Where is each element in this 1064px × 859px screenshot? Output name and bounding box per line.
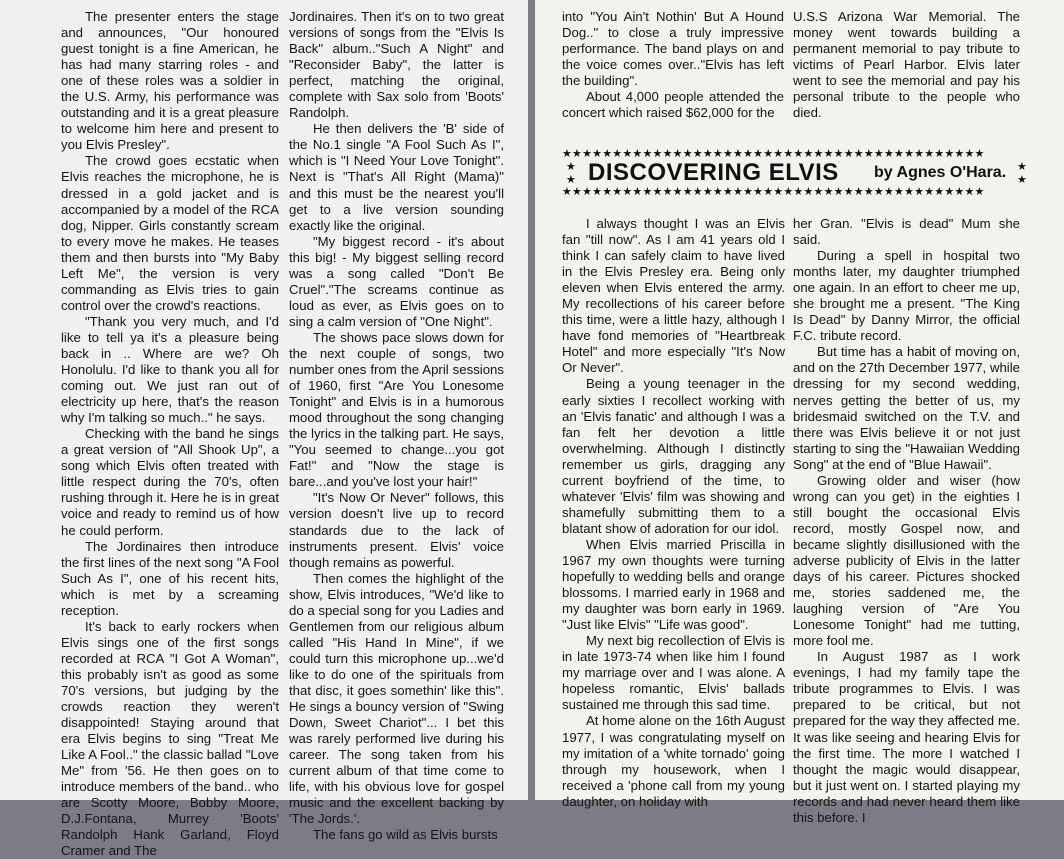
star-side-icon: ★ — [1017, 160, 1027, 173]
left-column-2 — [289, 9, 504, 843]
paragraph: During a spell in hospital two months later, my daughter triumphed one again. In an effort to cheer me up, she brought me a present. "The King Is Dead" by Danny Mirror, the official F.C. tribute record. — [793, 248, 1020, 344]
paragraph: About 4,000 people attended the concert which raised $62,000 for the — [562, 89, 784, 121]
paragraph: U.S.S Arizona War Memorial. The money went towards building a permanent memorial to pay tribute to victims of Pearl Harbor. Elvis later went to see the memorial and pay his personal tribute to the people who died. — [793, 9, 1020, 121]
paragraph: He then delivers the 'B' side of the No.1 single "A Fool Such As I", which is "I Need Your Love Tonight". Next is "That's All Right (Mama)" and this must be the nearest you'll get to a live version sounding exactly like the original. — [289, 121, 504, 233]
paragraph: "Thank you very much, and I'd like to tell ya it's a pleasure being back in .. Where are we? Oh Honolulu. I'd like to thank you all for coming out. We just ran out of electricity up here, that's the reason why I'm talking so much.." he says. — [61, 313, 279, 426]
paragraph: Checking with the band he sings a great version of "All Shook Up", a song which Elvis often treated with little respect during the 70's, often rushing through it. Here he is in great voice and ready to remind us of how he could perform. — [61, 426, 279, 538]
paragraph: Jordinaires. Then it's on to two great versions of songs from the "Elvis Is Back" album.."Such A Night" and "Reconsider Baby", the latter is perfect, matching the original, complete with Sax solo from 'Boots' Randolph. — [289, 9, 504, 121]
article-byline: by Agnes O'Hara. — [874, 164, 1007, 181]
left-column-1 — [61, 9, 279, 859]
right-top-column-1 — [562, 9, 784, 121]
paragraph: her Gran. "Elvis is dead" Mum she said. — [793, 216, 1020, 248]
paragraph: In August 1987 as I work evenings, I had my family tape the tribute programmes to Elvis. I was prepared to be critical, but not prepared for the way they affected me. It was like seeing and hearing Elvis for the first time. The more I watched I thought the magic would disappear, but it just went on. I started playing my records and had never heard them like this before. I — [793, 649, 1020, 825]
paragraph: The presenter enters the stage and announces, "Our honoured guest tonight is a fine American, he has had many starring roles - and one of these roles was a soldier in the U.S. Army, his performance was outstanding and it is a great pleasure to welcome him here and present to you Elvis Presley". — [61, 9, 279, 153]
star-side-icon: ★ — [566, 160, 576, 173]
paragraph: At home alone on the 16th August 1977, I was congratulating myself on my imitation of a 'white tornado' going through my housework, when I received a 'phone call from my young daughter, on holiday with — [562, 713, 785, 809]
paragraph: "It's Now Or Never" follows, this version doesn't live up to record standards due to the lack of instruments present. Elvis' voice though remains as powerful. — [289, 490, 504, 570]
right-column-1 — [562, 216, 785, 810]
article-title: DISCOVERING ELVIS — [588, 159, 839, 186]
paragraph: The crowd goes ecstatic when Elvis reaches the microphone, he is dressed in a gold jacket and is accompanied by a model of the RCA dog, Nipper. Girls constantly scream to every move he makes. He teases them and then bursts into "My Baby Left Me", the version is very commanding as Elvis tries to gain control over the crowd's reactions. — [61, 153, 279, 313]
star-border-bottom: ★★★★★★★★★★★★★★★★★★★★★★★★★★★★★★★★★★★★★★★★★★ — [562, 186, 985, 198]
paragraph: When Elvis married Priscilla in 1967 my own thoughts were turning hopefully to wedding bells and orange blossoms. I married early in 1968 and my daughter was born early in 1969. "Just like Elvis" "Life was good". — [562, 536, 785, 633]
article-banner — [562, 148, 1032, 198]
star-border-top: ★★★★★★★★★★★★★★★★★★★★★★★★★★★★★★★★★★★★★★★★★★ — [562, 148, 985, 160]
right-column-2 — [793, 216, 1020, 826]
paragraph: The shows pace slows down for the next couple of songs, two number ones from the April sessions of 1960, first "Are You Lonesome Tonight" and Elvis is in a humorous mood throughout the song changing the lyrics in the talking part. He says, "You seemed to change...you got Fat!" and "Now the stage is bare...and you've lost your hair!" — [289, 329, 504, 490]
paragraph: Growing older and wiser (how wrong can you get) in the eighties I still bought the occasional Elvis record, mostly Gospel now, and became slightly disillusioned with the adverse publicity of Elvis in the latter days of his career. Pictures shocked me, stories saddened me, the laughing version of "Are You Lonesome Tonight" had me tutting, more fool me. — [793, 472, 1020, 649]
paragraph: "My biggest record - it's about this big! - My biggest selling record was a song called "Don't Be Cruel"."The screams continue as loud as ever, as Elvis goes on to sing a calm version of "One Night". — [289, 233, 504, 329]
paragraph: It's back to early rockers when Elvis sings one of the first songs recorded at RCA "I Got A Woman", this probably isn't as good as some 70's versions, but judging by the crowds reaction they weren't disappointed! Staying around that era Elvis begins to sing "Treat Me Like A Fool.." the classic ballad "Love Me" from '56. He then goes on to introduce members of the band.. who are Scotty Moore, Bobby Moore, D.J.Fontana, Murrey 'Boots' Randolph Hank Garland, Floyd Cramer and The — [61, 618, 279, 859]
star-side-icon: ★ — [1017, 173, 1027, 186]
paragraph: Then comes the highlight of the show, Elvis introduces, "We'd like to do a special song for you Ladies and Gentlemen from our religious album called "His Hand In Mine", if we could turn this microphone up...we'd like to do one of the spirituals from that disc, it goes somethin' like this". He sings a bouncy version of "Swing Down, Sweet Chariot"... I bet this was rarely performed live during his career. The song taken from his current album of that time come to life, with his obvious love for gospel music and the excellent backing by 'The Jords.'. — [289, 570, 504, 827]
right-top-column-2 — [793, 9, 1020, 121]
paragraph: The fans go wild as Elvis bursts — [313, 827, 498, 843]
paragraph: I always thought I was an Elvis fan "till now". As I am 41 years old I think I can safely claim to have lived in the Elvis Presley era. Being only eleven when Elvis entered the army. My recollections of his career before this time, were a little hazy, although I have fond memories of "Heartbreak Hotel" and more especially "It's Now Or Never". — [562, 216, 785, 376]
paragraph: The Jordinaires then introduce the first lines of the next song "A Fool Such As I", one of his recent hits, which is met by a screaming reception. — [61, 538, 279, 618]
paragraph: Being a young teenager in the early sixties I recollect working with an 'Elvis fanatic' and although I was a fan felt her devotion a little overwhelming. Although I distinctly remember us girls, dragging any current boyfriend of the time, to whatever 'Elvis' film was showing and shamefully submitting them to a blatant show of adoration for our idol. — [562, 376, 785, 536]
paragraph: into "You Ain't Nothin' But A Hound Dog.." to close a truly impressive performance. The band plays on and the voice comes over.."Elvis has left the building". — [562, 9, 784, 89]
star-side-icon: ★ — [566, 173, 576, 186]
paragraph: But time has a habit of moving on, and on the 27th December 1977, while dressing for my second wedding, nerves getting the better of us, my bridesmaid switched on the T.V. and there was Elvis believe it or not just starting to sing the "Hawaiian Wedding Song" at the end of "Blue Hawaii". — [793, 344, 1020, 472]
paragraph: My next big recollection of Elvis is in late 1973-74 when like him I found my marriage over and I was alone. A hopeless romantic, Elvis' ballads sustained me through this sad time. — [562, 633, 785, 713]
